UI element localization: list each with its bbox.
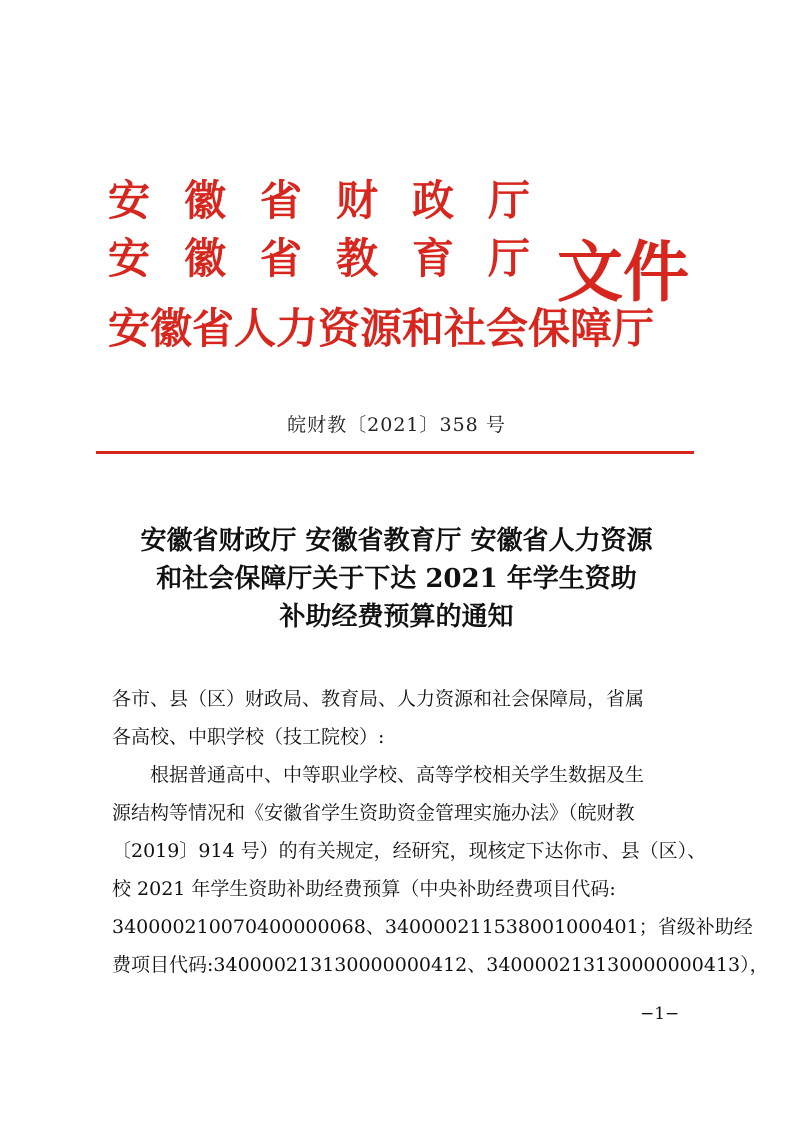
body-paragraph-line-4: 校 2021 年学生资助补助经费预算（中央补助经费项目代码: [112,878,616,900]
issuer-education-department: 安徽省教育厅 [108,234,565,283]
body-paragraph-line-6: 费项目代码:340000213130000000412、340000213130000000413）， [112,954,769,976]
body-paragraph-line-1: 根据普通高中、中等职业学校、高等学校相关学生数据及生 [150,764,645,786]
issuing-authorities-header [108,163,708,363]
body-paragraph-line-5: 340000210070400000068、340000211538001000401；省级补助经 [112,916,753,938]
document-type-label: 文件 [557,233,689,311]
document-body [112,680,769,984]
issuer-human-resources-department: 安徽省人力资源和社会保障厅 [108,304,655,353]
title-line-1: 安徽省财政厅 安徽省教育厅 安徽省人力资源 [140,526,653,556]
body-paragraph-line-2: 源结构等情况和《安徽省学生资助资金管理实施办法》（皖财教 [112,802,635,824]
document-title [60,522,733,636]
issuer-finance-department: 安徽省财政厅 [108,176,565,225]
document-number: 皖财教〔2021〕358 号 [287,414,506,436]
title-line-2: 和社会保障厅关于下达 2021 年学生资助 [156,564,637,594]
red-separator-line [96,451,694,454]
page-number: −1− [640,1004,680,1024]
title-line-3: 补助经费预算的通知 [279,602,514,632]
addressee-line-1: 各市、县（区）财政局、教育局、人力资源和社会保障局，省属 [112,688,645,710]
addressee-line-2: 各高校、中职学校（技工院校）: [112,726,385,748]
body-paragraph-line-3: 〔2019〕914 号）的有关规定，经研究，现核定下达你市、县（区）、 [112,840,707,862]
